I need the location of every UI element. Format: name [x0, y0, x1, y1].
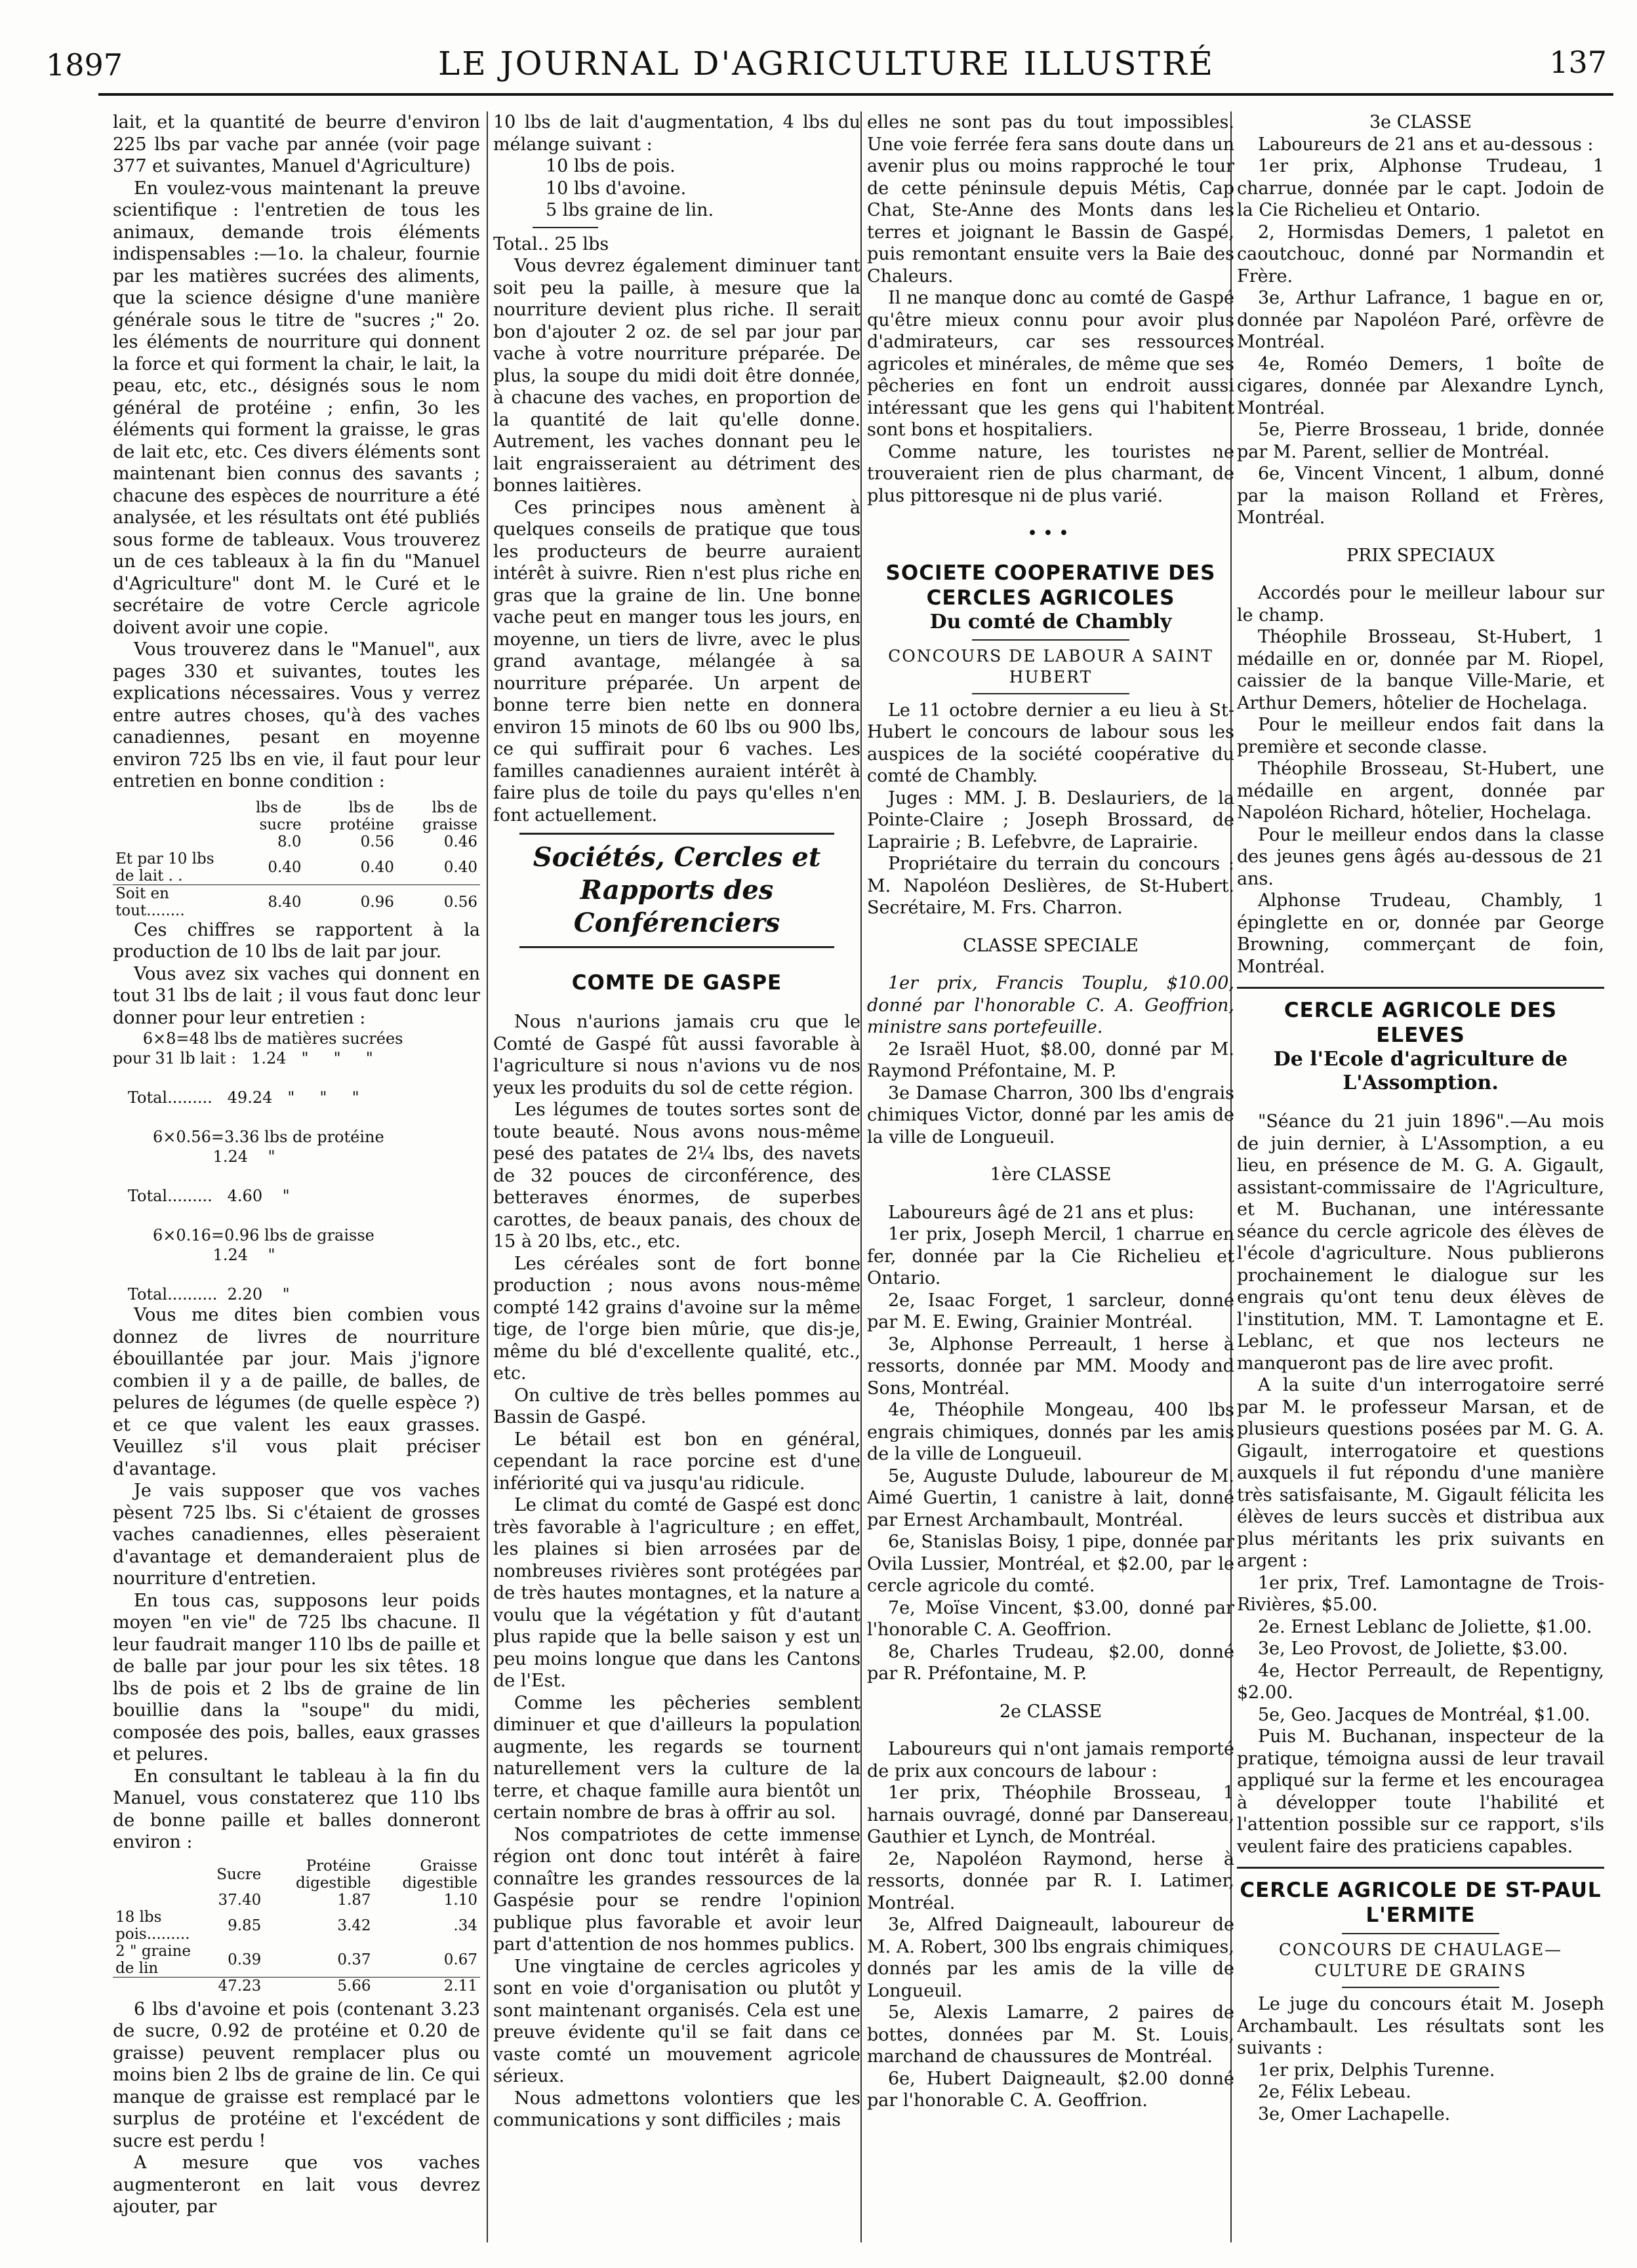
list-item: Théophile Brosseau, St-Hubert, une médaille en argent, donnée par Napoléon Richard, hôtelier, Hochelaga.: [1237, 759, 1604, 823]
list-item: 5e, Alexis Lamarre, 2 paires de bottes, données par M. St. Louis, marchand de chaussures de Montréal.: [867, 2002, 1234, 2067]
column-1: [113, 111, 480, 2242]
list-item: 8e, Charles Trudeau, $2.00, donné par R. Préfontaine, M. P.: [867, 1641, 1234, 1684]
list-item: 1er prix, Tref. Lamontagne de Trois-Rivières, $5.00.: [1237, 1572, 1604, 1615]
list-item: Théophile Brosseau, St-Hubert, 1 médaille en or, donnée par M. Riopel, caissier de la banque Ville-Marie, et Arthur Demers, hôtelier de Hochelaga.: [1237, 627, 1604, 713]
divider: [1342, 1933, 1499, 1934]
list-item: 1er prix, Delphis Turenne.: [1258, 2059, 1495, 2080]
column-2: [493, 111, 860, 2242]
list-item: 5e, Auguste Dulude, laboureur de M. Aimé Guertin, 1 canistre à lait, donné par Ernest Archambault, Montréal.: [867, 1465, 1234, 1530]
section-subtitle: De l'Ecole d'agriculture de L'Assomption.: [1273, 1048, 1568, 1094]
table-header: lbs de sucre: [256, 799, 302, 833]
page-number: 137: [1549, 45, 1607, 80]
list-item: 3e, Alfred Daigneault, laboureur de M. A. Robert, 300 lbs engrais chimiques, donnés par les amis de la ville de Longueuil.: [867, 1915, 1234, 2001]
list-item: Accordés pour le meilleur labour sur le champ.: [1237, 583, 1604, 626]
table-header: Graisse digestible: [402, 1857, 477, 1892]
column-3: [867, 111, 1234, 2242]
paragraph: Nous admettons volontiers que les communications y sont difficiles ; mais: [493, 2088, 860, 2130]
list-item: 4e, Roméo Demers, 1 boîte de cigares, donnée par Alexandre Lynch, Montréal.: [1237, 353, 1604, 418]
table-header: lbs de graisse: [422, 799, 477, 833]
list-item: 3e, Leo Provost, de Joliette, $3.00.: [1258, 1639, 1568, 1659]
list-item: Pour le meilleur endos dans la classe des jeunes gens âgés au-dessous de 21 ans.: [1237, 824, 1604, 889]
list-item: 3e, Alphonse Perreault, 1 herse à ressorts, donnée par MM. Moody and Sons, Montréal.: [867, 1334, 1234, 1399]
table-row: Et par 10 lbs de lait . . 0.40 0.40 0.40: [115, 850, 477, 885]
paragraph: Les légumes de toutes sortes sont de toute beauté. Nous avons nous-même pesé des patates de 2¼ lbs, des navets de 32 pouces de circonférence, des betteraves énormes, de superbes carottes, de beaux panais, des choux de 15 à 20 lbs, etc., etc.: [493, 1100, 860, 1252]
list-item: Pour le meilleur endos fait dans la première et seconde classe.: [1237, 715, 1604, 757]
paragraph: Propriétaire du terrain du concours : M. Napoléon Deslières, de St-Hubert. Secrétaire, M. Frs. Charron.: [867, 854, 1234, 918]
mix-total: Total.. 25 lbs: [493, 233, 609, 254]
table-header: Protéine digestible: [296, 1857, 371, 1892]
class-heading: 3e CLASSE: [1369, 112, 1472, 132]
digestible-table: [113, 1858, 480, 1995]
section-title: CERCLE AGRICOLE DE ST-PAUL L'ERMITE: [1240, 1879, 1602, 1927]
paragraph: Laboureurs de 21 ans et au-dessous :: [1258, 134, 1594, 155]
subsection-title: CONCOURS DE CHAULAGE—CULTURE DE GRAINS: [1278, 1940, 1563, 1980]
list-item: 2e Israël Huot, $8.00, donné par M. Raymond Préfontaine, M. P.: [867, 1039, 1234, 1081]
divider: [1237, 987, 1604, 989]
list-item: 3e Damase Charron, 300 lbs d'engrais chimiques Victor, donné par les amis de la ville de Longueuil.: [867, 1083, 1234, 1147]
paragraph: Vous avez six vaches qui donnent en tout 31 lbs de lait ; il vous faut donc leur donner pour leur entretien :: [113, 963, 480, 1028]
paragraph: Nos compatriotes de cette immense région ont donc tout intérêt à faire connaître les grandes ressources de la Gaspésie pour se rendre l'opinion publique plus favorable et avoir leur part d'attention de nos hommes publics.: [493, 1824, 860, 1955]
mix-item: 5 lbs graine de lin.: [546, 200, 714, 220]
mix-item: 10 lbs de pois.: [546, 156, 676, 176]
list-item: 6e, Vincent Vincent, 1 album, donné par la maison Rolland et Frères, Montréal.: [1237, 464, 1604, 528]
paragraph: Le climat du comté de Gaspé est donc très favorable à l'agriculture ; en effet, les plaines si bien arrosées par de nombreuses rivières sont protégées par de très hautes montagnes, et la nature a voulu que la végétation y fût d'autant plus rapide que la belle saison y est un peu moins longue que dans les Cantons de l'Est.: [493, 1495, 860, 1691]
paragraph: Laboureurs qui n'ont jamais remporté de prix aux concours de labour :: [867, 1739, 1234, 1781]
paragraph: Juges : MM. J. B. Deslauriers, de la Pointe-Claire ; Joseph Brossard, de Laprairie ; B. Lefebvre, de Laprairie.: [867, 787, 1234, 852]
paragraph: Laboureurs âgé de 21 ans et plus:: [888, 1202, 1194, 1223]
ration-calculation: 6×8=48 lbs de matières sucrées pour 31 lb lait : 1.24 " " " Total......... 49.24 " " " 6×0.56=3.36 lbs de protéine 1.24 " Total......... 4.60 " 6×0.16=0.96 lbs de graisse 1.24 " Total.......... 2.20 ": [113, 1029, 403, 1303]
paragraph: En consultant le tableau à la fin du Manuel, vous constaterez que 110 lbs de bonne paille et balles donneront environ :: [113, 1766, 480, 1852]
paragraph: Comme nature, les touristes ne trouveraient rien de plus charmant, de plus pittoresque ni de plus varié.: [867, 441, 1234, 506]
mix-item: 10 lbs d'avoine.: [546, 178, 687, 199]
paragraph: Comme les pêcheries semblent diminuer et que d'ailleurs la population augmente, les regards se tournent naturellement vers la culture de la terre, et chaque famille aura bientôt un certain nombre de bras à offrir au sol.: [493, 1692, 860, 1823]
list-item: 1er prix, Alphonse Trudeau, 1 charrue, donnée par le capt. Jodoin de la Cie Richelieu et Ontario.: [1237, 156, 1604, 220]
paragraph: 10 lbs de lait d'augmentation, 4 lbs du mélange suivant :: [493, 112, 860, 155]
list-item: 3e, Omer Lachapelle.: [1258, 2103, 1451, 2124]
newspaper-title: LE JOURNAL D'AGRICULTURE ILLUSTRÉ: [437, 45, 1215, 83]
paragraph: A la suite d'un interrogatoire serré par M. le professeur Marsan, et de plusieurs questions posées par M. G. A. Gigault, interrogatoire et questions auxquels il fut répondu d'une manière très satisfaisante, M. Gigault félicita les élèves de leurs succès et distribua aux plus méritants les prix suivants en argent :: [1237, 1375, 1604, 1571]
paragraph: Nous n'aurions jamais cru que le Comté de Gaspé fût aussi favorable à l'agriculture si nous n'avions vu de nos yeux les produits du sol de cette région.: [493, 1012, 860, 1098]
paragraph: Puis M. Buchanan, inspecteur de la pratique, témoigna aussi de leur travail appliqué sur la ferme et les encouragea à développer toute l'habilité et l'attention possible sur ce rapport, s'ils veulent faire des praticiens capables.: [1237, 1726, 1604, 1857]
list-item: 1er prix, Joseph Mercil, 1 charrue en fer, donnée par la Cie Richelieu et Ontario.: [867, 1224, 1234, 1288]
header-rule: [98, 93, 1613, 96]
list-item: 3e, Arthur Lafrance, 1 bague en or, donnée par Napoléon Paré, orfèvre de Montréal.: [1237, 288, 1604, 352]
list-item: 5e, Pierre Brosseau, 1 bride, donnée par M. Parent, sellier de Montréal.: [1237, 420, 1604, 462]
list-item: 2e, Isaac Forget, 1 sarcleur, donné par M. E. Ewing, Grainier Montréal.: [867, 1290, 1234, 1332]
section-title: CERCLE AGRICOLE DES ELEVES: [1283, 999, 1558, 1047]
list-item: 4e, Hector Perreault, de Repentigny, $2.00.: [1237, 1660, 1604, 1703]
table-row: 18 lbs pois......... 9.85 3.42 .34: [115, 1908, 477, 1943]
divider: [972, 639, 1129, 641]
divider: [519, 946, 834, 948]
table-row: Soit en tout........ 8.40 0.96 0.56: [113, 885, 480, 919]
paragraph: A mesure que vos vaches augmenteront en lait vous devrez ajouter, par: [113, 2153, 480, 2217]
class-heading: CLASSE SPECIALE: [963, 935, 1139, 956]
column-divider: [487, 111, 488, 2242]
table-row: 8.0 0.56 0.46: [277, 833, 477, 850]
list-item: 1er prix, Théophile Brosseau, 1 harnais ouvragé, donné par Dansereau, Gauthier et Lynch, de Montréal.: [867, 1783, 1234, 1847]
list-item: 1er prix, Francis Touplu, $10.00, donné par l'honorable C. A. Geoffrion, ministre sans portefeuille.: [867, 973, 1234, 1037]
divider: [1342, 1987, 1499, 1988]
list-item: 7e, Moïse Vincent, $3.00, donné par l'honorable C. A. Geoffrion.: [867, 1597, 1234, 1640]
paragraph: 6 lbs d'avoine et pois (contenant 3.23 de sucre, 0.92 de protéine et 0.20 de graisse) peuvent remplacer plus ou moins bien 2 lbs de graine de lin. Ce qui manque de graisse est remplacé par le surplus de protéine et l'excédent de sucre est perdu !: [113, 1999, 480, 2151]
column-4: [1237, 111, 1604, 2242]
divider: [519, 833, 834, 835]
header-year: 1897: [46, 47, 123, 83]
paragraph: "Séance du 21 juin 1896".—Au mois de juin dernier, à L'Assomption, a eu lieu, en présence de M. G. A. Gigault, assistant-commissaire de l'Agriculture, et M. Buchanan, une intéressante séance du cercle agricole des élèves de l'école d'agriculture. Nous publierons prochainement le dialogue sur les engrais qu'ont tenu deux élèves de l'institution, MM. T. Lamontagne et E. Leblanc, et que nos lecteurs ne manqueront pas de lire avec profit.: [1237, 1111, 1604, 1374]
paragraph: On cultive de très belles pommes au Bassin de Gaspé.: [493, 1385, 860, 1427]
table-row: 37.40 1.87 1.10: [218, 1891, 477, 1909]
list-item: 2e. Ernest Leblanc de Joliette, $1.00.: [1258, 1616, 1592, 1637]
list-item: 6e, Hubert Daigneault, $2.00 donné par l'honorable C. A. Geoffrion.: [867, 2068, 1234, 2111]
list-item: 2, Hormisdas Demers, 1 paletot en caoutchouc, donné par Normandin et Frère.: [1237, 222, 1604, 287]
paragraph: Le juge du concours était M. Joseph Archambault. Les résultats sont les suivants :: [1237, 1994, 1604, 2058]
paragraph: Vous trouverez dans le "Manuel", aux pages 330 et suivantes, toutes les explications nécessaires. Vous y verrez entre autres choses, qu'à des vaches canadiennes, pesant en moyenne environ 725 lbs en vie, il faut pour leur entretien en bonne condition :: [113, 639, 480, 791]
paragraph: En voulez-vous maintenant la preuve scientifique : l'entretien de tous les animaux, demande trois éléments indispensables :—1o. la chaleur, fournie par les matières sucrées des aliments, que la science désigne d'une manière générale sous le titre de "sucres ;" 2o. les éléments de nourriture qui donnent la force et qui forment la chair, le lait, la peau, etc, etc., désignés sous le nom général de protéine ; enfin, 3o les éléments qui forment la graisse, le gras de lait etc, etc. Ces divers éléments sont maintenant bien connus des savants ; chacune des espèces de nourriture a été analysée, et les résultats ont été publiés sous forme de tableaux. Vous trouverez un de ces tableaux à la fin du "Manuel d'Agriculture" dont M. le Curé et le secrétaire de votre Cercle agricole doivent avoir une copie.: [113, 178, 480, 638]
paragraph: Je vais supposer que vos vaches pèsent 725 lbs. Si c'étaient de grosses vaches canadiennes, elles pèseraient d'avantage et demanderaient plus de nourriture d'entretien.: [113, 1481, 480, 1589]
paragraph: Vous me dites bien combien vous donnez de livres de nourriture ébouillantée par jour. Mais j'ignore combien il y a de paille, de balles, de pelures de légumes (de quelle espèce ?) et ce que valent les eaux grasses. Veuillez s'il vous plait préciser d'avantage.: [113, 1305, 480, 1479]
divider: [1237, 1867, 1604, 1869]
paragraph: Une vingtaine de cercles agricoles y sont en voie d'organisation ou plutôt y sont maintenant organisés. Cela est une preuve évidente qu'il se fait dans ce vaste comté un mouvement agricole sérieux.: [493, 1956, 860, 2086]
table-header: Sucre: [216, 1865, 262, 1883]
section-title: SOCIETE COOPERATIVE DES CERCLES AGRICOLES: [885, 561, 1216, 610]
list-item: Alphonse Trudeau, Chambly, 1 épinglette en or, donnée par George Browning, commerçant de foin, Montréal.: [1237, 890, 1604, 977]
paragraph: lait, et la quantité de beurre d'environ 225 lbs par vache par année (voir page 377 et suivantes, Manuel d'Agriculture): [113, 112, 480, 176]
paragraph: elles ne sont pas du tout impossibles. Une voie ferrée fera sans doute dans un avenir plus ou moins rapproché le tour de cette péninsule depuis Métis, Cap Chat, Ste-Anne des Monts dans les terres et joignant le Bassin de Gaspé, puis remontant ensuite vers la Baie des Chaleurs.: [867, 112, 1234, 287]
paragraph: Le 11 octobre dernier a eu lieu à St-Hubert le concours de labour sous les auspices de la société coopérative du comté de Chambly.: [867, 700, 1234, 786]
paragraph: Ces chiffres se rapportent à la production de 10 lbs de lait par jour.: [113, 919, 480, 962]
list-item: 2e, Napoléon Raymond, herse à ressorts, donnée par R. I. Latimer, Montréal.: [867, 1848, 1234, 1913]
table-header: lbs de protéine: [329, 799, 394, 833]
paragraph: Il ne manque donc au comté de Gaspé qu'être mieux connu pour avoir plus d'admirateurs, car ses ressources agricoles et minérales, de même que ses pêcheries en font un endroit aussi intéressant que les gens qui l'habitent sont bons et hospitaliers.: [867, 288, 1234, 440]
class-heading: 1ère CLASSE: [990, 1164, 1112, 1185]
subsection-title: CONCOURS DE LABOUR A SAINT HUBERT: [888, 646, 1213, 686]
list-item: 6e, Stanislas Boisy, 1 pipe, donnée par Ovila Lussier, Montréal, et $2.00, par le cercle agricole du comté.: [867, 1532, 1234, 1596]
paragraph: En tous cas, supposons leur poids moyen "en vie" de 725 lbs chacune. Il leur faudrait manger 110 lbs de paille et de balle par jour pour les six têtes. 18 lbs de pois et 2 lbs de graine de lin bouillie dans la "soupe" du midi, composée des pois, balles, eaux grasses et pelures.: [113, 1590, 480, 1764]
paragraph: Les céréales sont de fort bonne production ; nous avons nous-même compté 142 grains d'avoine sur la même tige, de l'orge bien mûrie, que dis-je, même du blé d'excellente qualité, etc., etc.: [493, 1253, 860, 1383]
divider: [972, 693, 1129, 694]
nutrient-table: [113, 799, 480, 919]
section-title: COMTE DE GASPE: [571, 971, 782, 995]
paragraph: Le bétail est bon en général, cependant la race porcine est d'une infériorité qui va jusqu'au ridicule.: [493, 1429, 860, 1494]
class-heading: PRIX SPECIAUX: [1346, 545, 1495, 566]
list-item: 4e, Théophile Mongeau, 400 lbs engrais chimiques, donnés par les amis de la ville de Longueuil.: [867, 1400, 1234, 1464]
table-row: 2 " graine de lin 0.39 0.37 0.67: [115, 1942, 477, 1977]
list-item: 5e, Geo. Jacques de Montréal, $1.00.: [1258, 1704, 1590, 1725]
section-banner: Sociétés, Cercles et Rapports des Conférenciers: [533, 842, 821, 938]
table-row: 47.23 5.66 2.11: [113, 1977, 480, 1995]
class-heading: 2e CLASSE: [999, 1701, 1102, 1722]
column-divider: [860, 111, 862, 2242]
divider: [533, 227, 598, 228]
paragraph: Ces principes nous amènent à quelques conseils de pratique que tous les producteurs de beurre auraient intérêt à suivre. Rien n'est plus riche en gras que la graine de lin. Une bonne vache peut en manger tous les jours, en moyenne, un tiers de livre, avec le plus grand avantage, mélangée à sa nourriture préparée. Un arpent de bonne terre bien nette en donnera environ 15 minots de 60 lbs ou 900 lbs, ce qui suffirait pour 6 vaches. Les familles canadiennes auraient intérêt à faire plus de toile du pays qu'elles n'en font actuellement.: [493, 497, 860, 826]
ornament: •••: [1027, 523, 1074, 544]
list-item: 2e, Félix Lebeau.: [1258, 2082, 1411, 2102]
paragraph: Vous devrez également diminuer tant soit peu la paille, à mesure que la nourriture devient plus riche. Il serait bon d'ajouter 2 oz. de sel par jour par vache à votre nourriture préparée. De plus, la soupe du midi doit être donnée, à chacune des vaches, en proportion de la quantité de lait qu'elle donne. Autrement, les vaches donnant peu le lait engraisseraient au détriment des bonnes laitières.: [493, 256, 860, 496]
page-header: [46, 39, 1607, 98]
section-subtitle: Du comté de Chambly: [929, 610, 1172, 633]
